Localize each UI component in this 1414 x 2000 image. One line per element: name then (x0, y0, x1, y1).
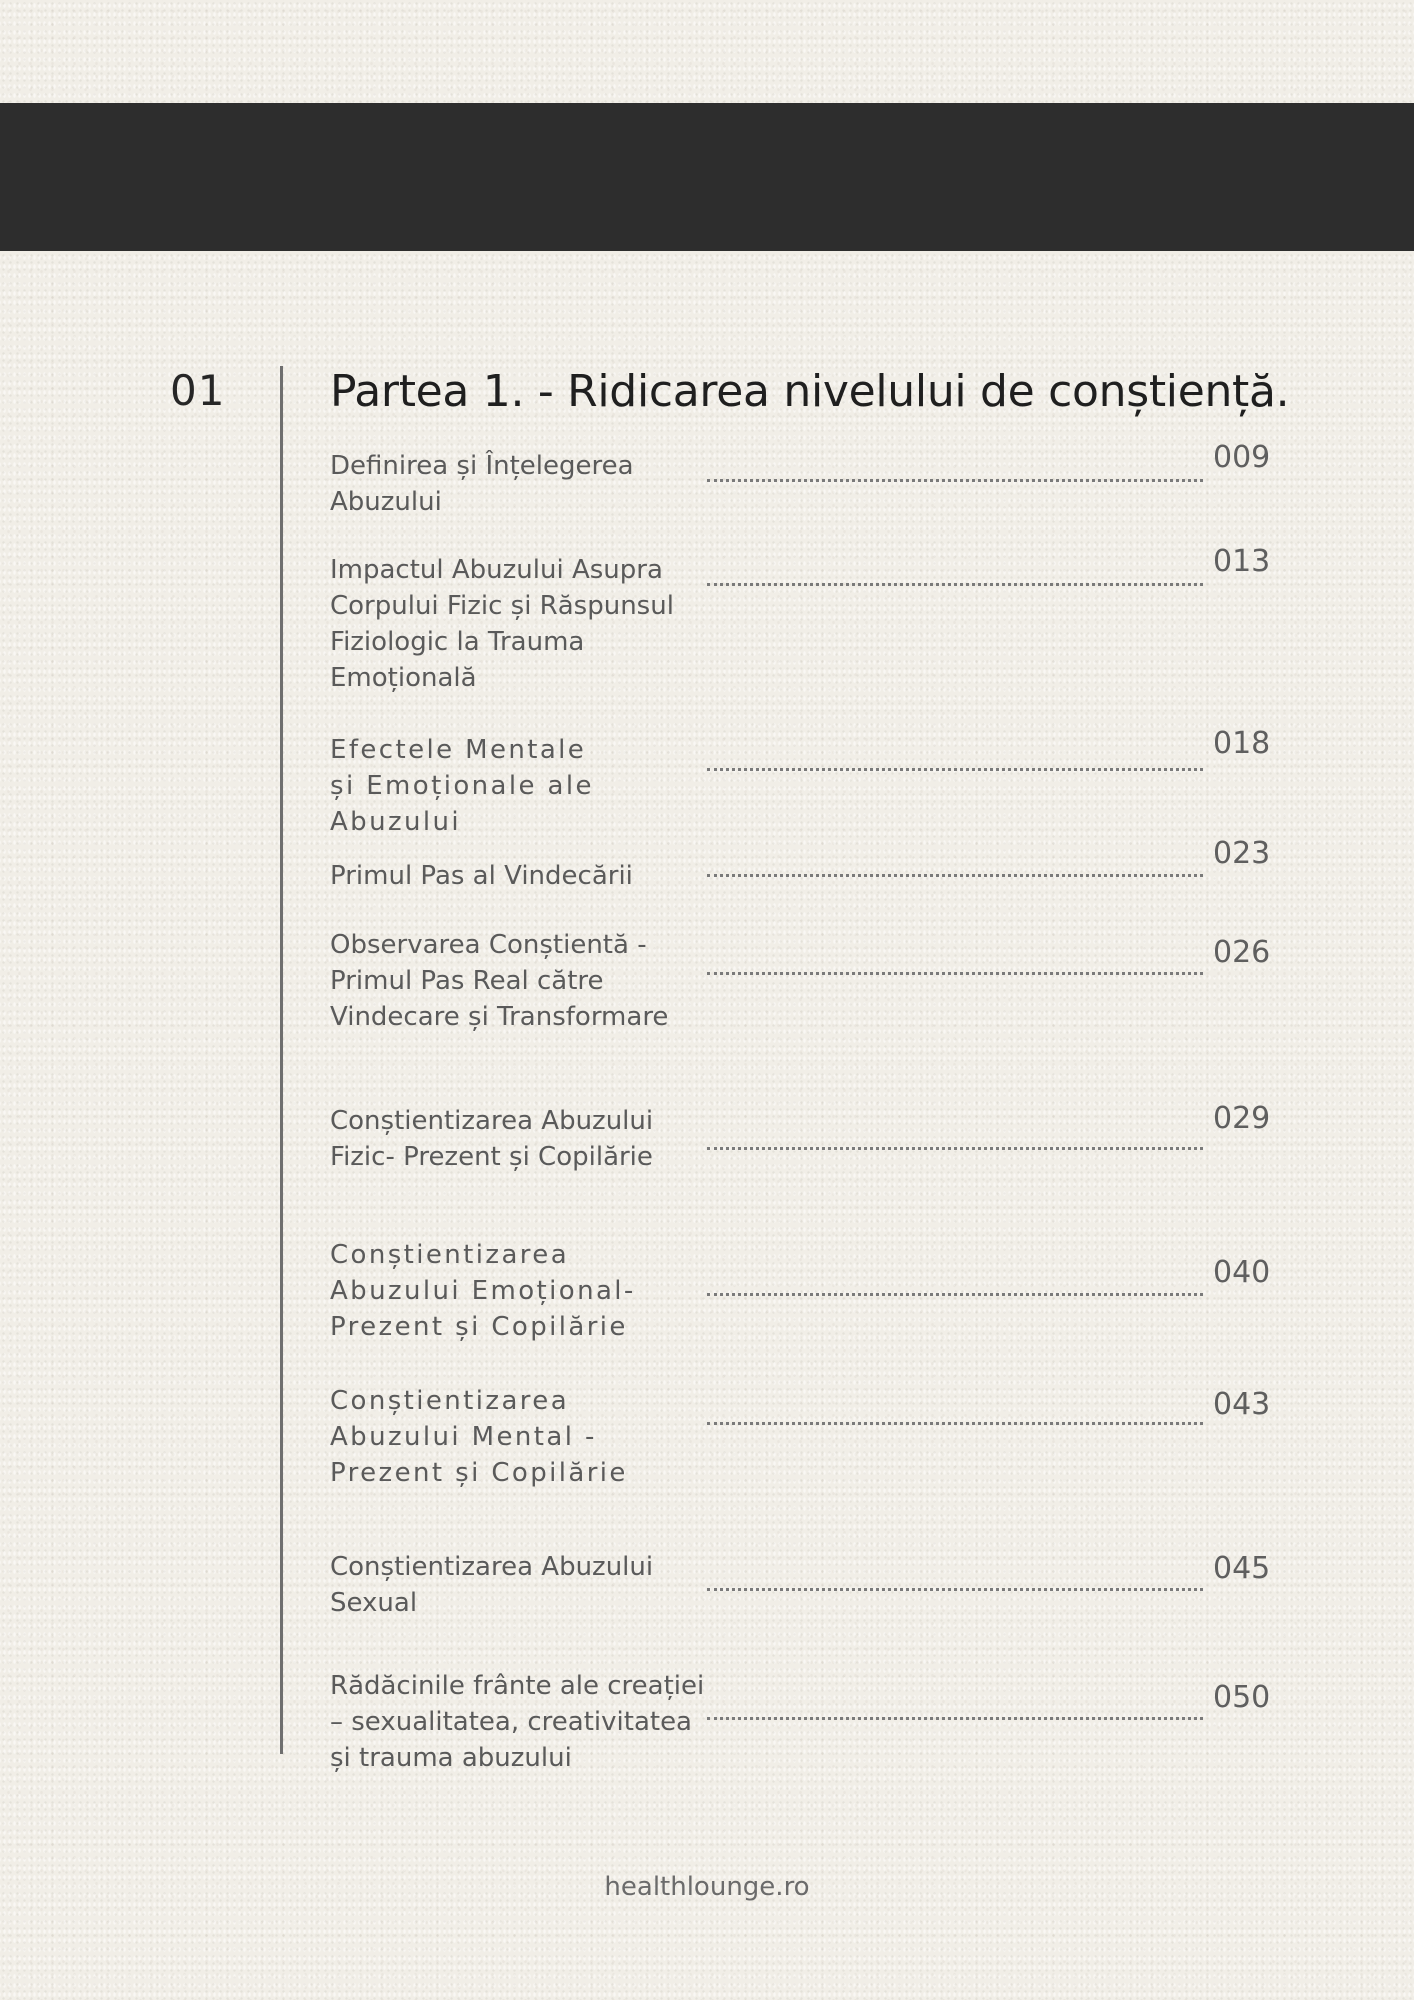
toc-leader-dots (707, 874, 1203, 877)
part-number: 01 (170, 366, 226, 415)
part-title: Partea 1. - Ridicarea nivelului de conștiență. (330, 366, 1290, 417)
toc-entry-page: 050 (1213, 1680, 1271, 1715)
toc-entry-label: Conștientizarea Abuzului Fizic- Prezent și Copilărie (330, 1106, 654, 1172)
toc-entry-page: 043 (1213, 1387, 1271, 1422)
toc-entry-page: 018 (1213, 726, 1271, 761)
toc-leader-dots (707, 1422, 1203, 1425)
toc-entry-label: Observarea Conștientă - Primul Pas Real către Vindecare și Transformare (330, 930, 669, 1032)
vertical-divider (280, 366, 283, 1754)
toc-entry-label: Definirea și Înțelegerea Abuzului (330, 451, 634, 517)
toc-leader-dots (707, 1147, 1203, 1150)
toc-leader-dots (707, 1588, 1203, 1591)
toc-entry-label: Conștientizarea Abuzului Emoțional- Prezent și Copilărie (330, 1240, 636, 1342)
header-bar (0, 103, 1414, 251)
toc-entry-page: 026 (1213, 935, 1271, 970)
toc-entry-label: Impactul Abuzului Asupra Corpului Fizic și Răspunsul Fiziologic la Trauma Emoțională (330, 555, 674, 693)
toc-entry-label: Rădăcinile frânte ale creației – sexualitatea, creativitatea și trauma abuzului (330, 1671, 705, 1773)
toc-entry-page: 023 (1213, 836, 1271, 871)
toc-leader-dots (707, 972, 1203, 975)
toc-entry-label: Primul Pas al Vindecării (330, 861, 633, 891)
toc-leader-dots (707, 1717, 1203, 1720)
toc-entry-label: Efectele Mentale și Emoționale ale Abuzului (330, 735, 594, 837)
toc-leader-dots (707, 1293, 1203, 1296)
toc-leader-dots (707, 479, 1203, 482)
footer-website: healthlounge.ro (604, 1872, 810, 1902)
toc-leader-dots (707, 583, 1203, 586)
toc-entry-page: 040 (1213, 1255, 1271, 1290)
toc-entry-page: 013 (1213, 544, 1271, 579)
toc-leader-dots (707, 768, 1203, 771)
toc-entry-page: 045 (1213, 1551, 1271, 1586)
toc-entry-label: Conștientizarea Abuzului Sexual (330, 1552, 654, 1618)
toc-entry-page: 009 (1213, 440, 1271, 475)
toc-entry-label: Conștientizarea Abuzului Mental -Prezent și Copilărie (330, 1386, 628, 1488)
toc-entry-page: 029 (1213, 1101, 1271, 1136)
